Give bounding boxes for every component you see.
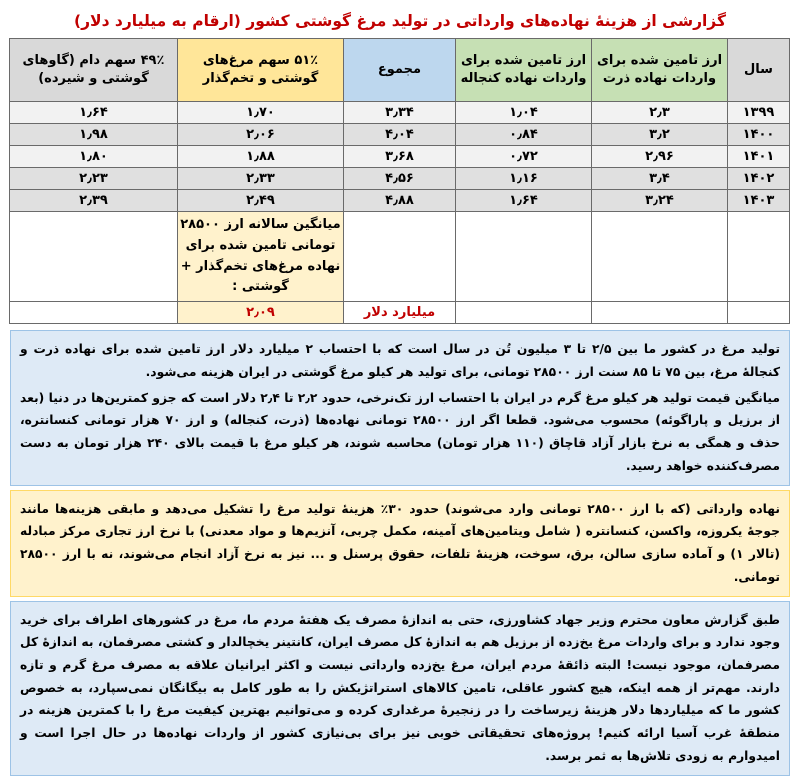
- table-row: [10, 190, 790, 212]
- column-header-year: سال: [728, 39, 790, 102]
- note-input-share: [10, 490, 790, 597]
- cell-share51: ۱٫۷۰: [178, 102, 344, 124]
- cell-corn: ۲٫۹۶: [592, 146, 728, 168]
- cell-total: ۴٫۰۴: [344, 124, 456, 146]
- column-header-total: مجموع: [344, 39, 456, 102]
- cell-corn: ۳٫۲۴: [592, 190, 728, 212]
- column-header-share-49: ۴۹٪ سهم دام (گاوهای گوشتی و شیرده): [10, 39, 178, 102]
- cell-corn: ۳٫۴: [592, 168, 728, 190]
- cell-total: ۳٫۳۴: [344, 102, 456, 124]
- cell-corn: ۲٫۳: [592, 102, 728, 124]
- cell-year: ۱۴۰۰: [728, 124, 790, 146]
- column-header-meal: ارز تامین شده برای واردات نهاده کنجاله: [456, 39, 592, 102]
- summary-row-value: [10, 302, 790, 324]
- summary-value-blank-year: [728, 302, 790, 324]
- summary-blank-meal: [456, 212, 592, 302]
- summary-blank-corn: [592, 212, 728, 302]
- cell-share49: ۲٫۳۹: [10, 190, 178, 212]
- summary-blank-total: [344, 212, 456, 302]
- cell-year: ۱۴۰۱: [728, 146, 790, 168]
- cell-meal: ۰٫۷۲: [456, 146, 592, 168]
- notes-section: [10, 330, 790, 775]
- column-header-corn: ارز تامین شده برای واردات نهاده ذرت: [592, 39, 728, 102]
- cell-meal: ۰٫۸۴: [456, 124, 592, 146]
- note-paragraph: تولید مرغ در کشور ما بین ۲/۵ تا ۳ میلیون تُن در سال است که با احتساب ۲ میلیارد دلار ارز تامین شده برای نهاده ذرت و کنجالۀ مرغ، بین ۷۵ تا ۸۵ سنت ارز ۲۸۵۰۰ تومانی، برای تولید هر کیلو مرغ گوشتی در ایران هزینه می‌شود.: [20, 342, 780, 379]
- cell-corn: ۳٫۲: [592, 124, 728, 146]
- table-row: [10, 146, 790, 168]
- note-paragraph: میانگین قیمت تولید هر کیلو مرغ گرم در ایران با احتساب ارز تک‌نرخی، حدود ۲٫۲ تا ۲٫۴ دلار است که جزو کمترین‌ها در دنیا (بعد از برزیل و پاراگوئه) محسوب می‌شود. قطعا اگر ارز ۲۸۵۰۰ تومانی نهاده‌ها (ذرت، کنجاله) و ارز ۷۰ هزار تومانی کنسانتره، حذف و همگی به نرخ بازار آزاد قاچاق (۱۱۰ هزار تومان) محاسبه شوند، هر کیلو مرغ با قیمت بالای ۲۴۰ هزار تومان به دست مصرف‌کننده خواهد رسید.: [20, 390, 781, 473]
- imported-inputs-cost-table: [9, 38, 790, 324]
- cell-share49: ۱٫۹۸: [10, 124, 178, 146]
- column-header-share-51: ۵۱٪ سهم مرغ‌های گوشتی و تخم‌گذار: [178, 39, 344, 102]
- cell-meal: ۱٫۰۴: [456, 102, 592, 124]
- cell-share49: ۱٫۸۰: [10, 146, 178, 168]
- summary-label: میانگین سالانه ارز ۲۸۵۰۰ تومانی تامین شده برای نهاده مرغ‌های تخم‌گذار + گوشتی :: [178, 212, 344, 302]
- table-row: [10, 168, 790, 190]
- summary-value-blank-corn: [592, 302, 728, 324]
- summary-value-blank-share49: [10, 302, 178, 324]
- summary-unit: میلیارد دلار: [344, 302, 456, 324]
- cell-total: ۳٫۶۸: [344, 146, 456, 168]
- summary-blank-year: [728, 212, 790, 302]
- cell-share49: ۲٫۲۳: [10, 168, 178, 190]
- summary-row-label: [10, 212, 790, 302]
- cell-year: ۱۳۹۹: [728, 102, 790, 124]
- note-paragraph: نهاده وارداتی (که با ارز ۲۸۵۰۰ تومانی وارد می‌شوند) حدود ۳۰٪ هزینۀ تولید مرغ را تشکیل می‌دهد و مابقی هزینه‌ها مانند جوجۀ یکروزه، واکسن، کنسانتره ( شامل ویتامین‌های آمینه، مکمل چربی، آنزیم‌ها و مواد معدنی) با نرخ ارز تجاری مرکز مبادله (تالار ۱) و آماده سازی سالن، برق، سوخت، هزینۀ تلفات، حقوق پرسنل و ... نیز به نرخ آزاد انجام می‌شوند، نه با ارز ۲۸۵۰۰ تومانی.: [20, 501, 780, 584]
- cell-meal: ۱٫۱۶: [456, 168, 592, 190]
- table-row: [10, 124, 790, 146]
- cell-share51: ۲٫۳۳: [178, 168, 344, 190]
- cell-year: ۱۴۰۲: [728, 168, 790, 190]
- note-paragraph: طبق گزارش معاون محترم وزیر جهاد کشاورزی، حتی به اندازۀ مصرف یک هفتۀ مردم ما، مرغ در کشورهای اطراف برای خرید وجود ندارد و برای واردات مرغ یخ‌زده از برزیل هم به اندازۀ کل مصرف ایران، کانتینر یخچالدار و کشتی مصرفمان، به اندازۀ کل مصرفمان، موجود نیست! البته ذائقۀ مردم ایران، مرغ یخ‌زده وارداتی نیست و اکثر ایرانیان علاقه به مصرف مرغ گرم و تازه دارند. مهم‌تر از همه اینکه، هیچ کشور عاقلی، تامین کالاهای استراتژیکش را به طور کامل به بیگانگان نمی‌سپارد، به خصوص کشور ما که میلیاردها دلار هزینۀ زیرساخت را در زنجیرۀ مرغداری کرده و می‌توانیم بهترین کیفیت مرغ را با کمترین هزینه در منطقۀ غرب آسیا ارائه کنیم! پروژه‌های تحقیقاتی خوبی نیز برای بی‌نیازی کشور از واردات نهاده‌ها در حال اجرا است و امیدوارم به زودی تلاش‌ها به ثمر برسد.: [20, 612, 780, 763]
- note-production-cost: [10, 330, 790, 485]
- cell-meal: ۱٫۶۴: [456, 190, 592, 212]
- cell-share51: ۲٫۴۹: [178, 190, 344, 212]
- page-title: گزارشی از هزینۀ نهاده‌های وارداتی در تولید مرغ گوشتی کشور (ارقام به میلیارد دلار): [74, 12, 726, 30]
- cell-year: ۱۴۰۳: [728, 190, 790, 212]
- table-row: [10, 102, 790, 124]
- cell-total: ۴٫۵۶: [344, 168, 456, 190]
- cell-share51: ۱٫۸۸: [178, 146, 344, 168]
- note-import-feasibility: [10, 601, 790, 776]
- cell-share51: ۲٫۰۶: [178, 124, 344, 146]
- table-header: [10, 39, 790, 102]
- cell-share49: ۱٫۶۴: [10, 102, 178, 124]
- table-body: [10, 102, 790, 324]
- summary-value: ۲٫۰۹: [178, 302, 344, 324]
- summary-value-blank-meal: [456, 302, 592, 324]
- summary-blank-share49: [10, 212, 178, 302]
- cell-total: ۴٫۸۸: [344, 190, 456, 212]
